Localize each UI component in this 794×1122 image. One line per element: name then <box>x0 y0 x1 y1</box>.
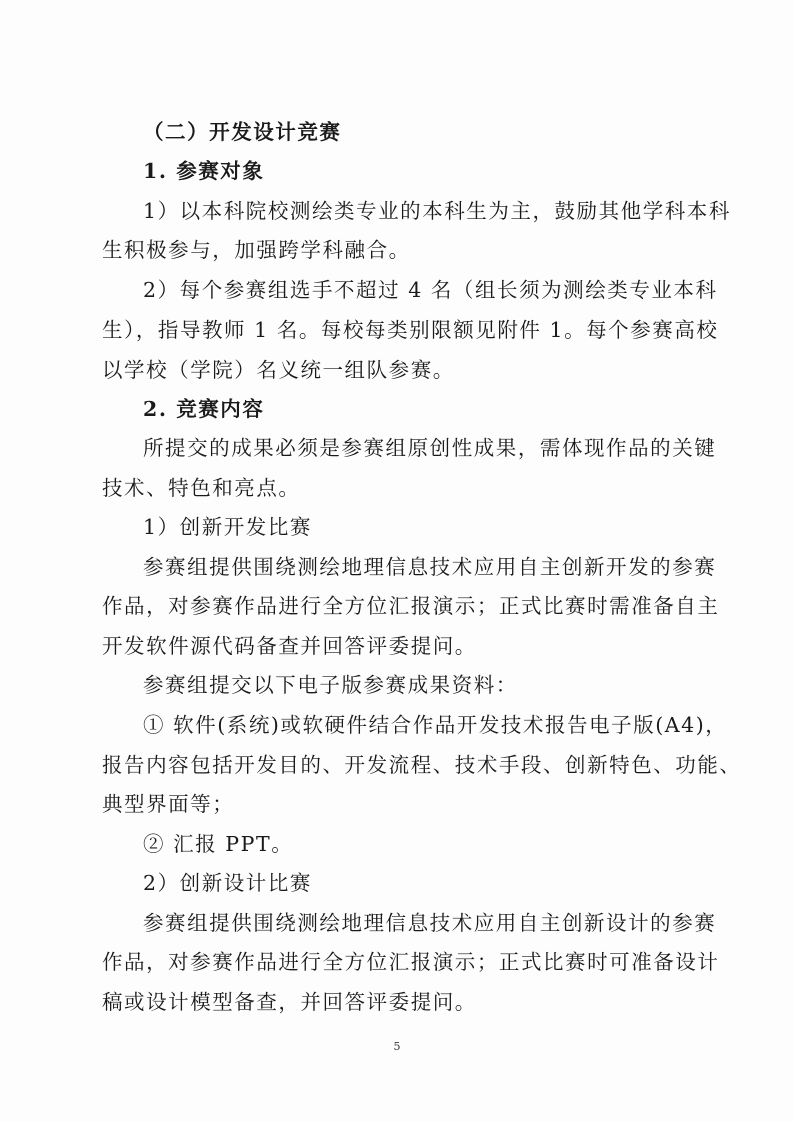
paragraph-line: 作品，对参赛作品进行全方位汇报演示；正式比赛时可准备设计 <box>102 950 720 974</box>
paragraph-line: 参赛组提供围绕测绘地理信息技术应用自主创新设计的参赛 <box>143 911 717 935</box>
paragraph-line: 报告内容包括开发目的、开发流程、技术手段、创新特色、功能、 <box>102 753 742 777</box>
paragraph-line: 作品，对参赛作品进行全方位汇报演示；正式比赛时需准备自主 <box>102 594 720 618</box>
subsection-heading-content: 2. 竞赛内容 <box>143 397 265 421</box>
list-item: ② 汇报 PPT。 <box>143 832 294 856</box>
page-number: 5 <box>393 1040 401 1053</box>
list-item: ① 软件(系统)或软硬件结合作品开发技术报告电子版(A4)， <box>143 713 728 737</box>
section-title: （二）开发设计竞赛 <box>143 120 342 144</box>
paragraph-line: 以学校（学院）名义统一组队参赛。 <box>102 358 455 382</box>
paragraph-line: 技术、特色和亮点。 <box>102 476 301 500</box>
paragraph-line: 稿或设计模型备查，并回答评委提问。 <box>102 990 477 1014</box>
paragraph-line: 所提交的成果必须是参赛组原创性成果，需体现作品的关键 <box>143 436 717 460</box>
paragraph-line: 参赛组提交以下电子版参赛成果资料： <box>143 673 518 697</box>
item-heading-innovation-development: 1）创新开发比赛 <box>143 515 312 539</box>
subsection-heading-participants: 1. 参赛对象 <box>143 159 265 183</box>
paragraph-line: 生积极参与，加强跨学科融合。 <box>102 238 411 262</box>
paragraph-line: 典型界面等； <box>102 792 235 816</box>
paragraph-line: 生），指导教师 1 名。每校每类别限额见附件 1。每个参赛高校 <box>102 318 719 342</box>
paragraph-line: 2）每个参赛组选手不超过 4 名（组长须为测绘类专业本科 <box>143 278 718 302</box>
item-heading-innovation-design: 2）创新设计比赛 <box>143 871 312 895</box>
paragraph-line: 开发软件源代码备查并回答评委提问。 <box>102 634 477 658</box>
paragraph-line: 1）以本科院校测绘类专业的本科生为主，鼓励其他学科本科 <box>143 199 731 223</box>
paragraph-line: 参赛组提供围绕测绘地理信息技术应用自主创新开发的参赛 <box>143 555 717 579</box>
